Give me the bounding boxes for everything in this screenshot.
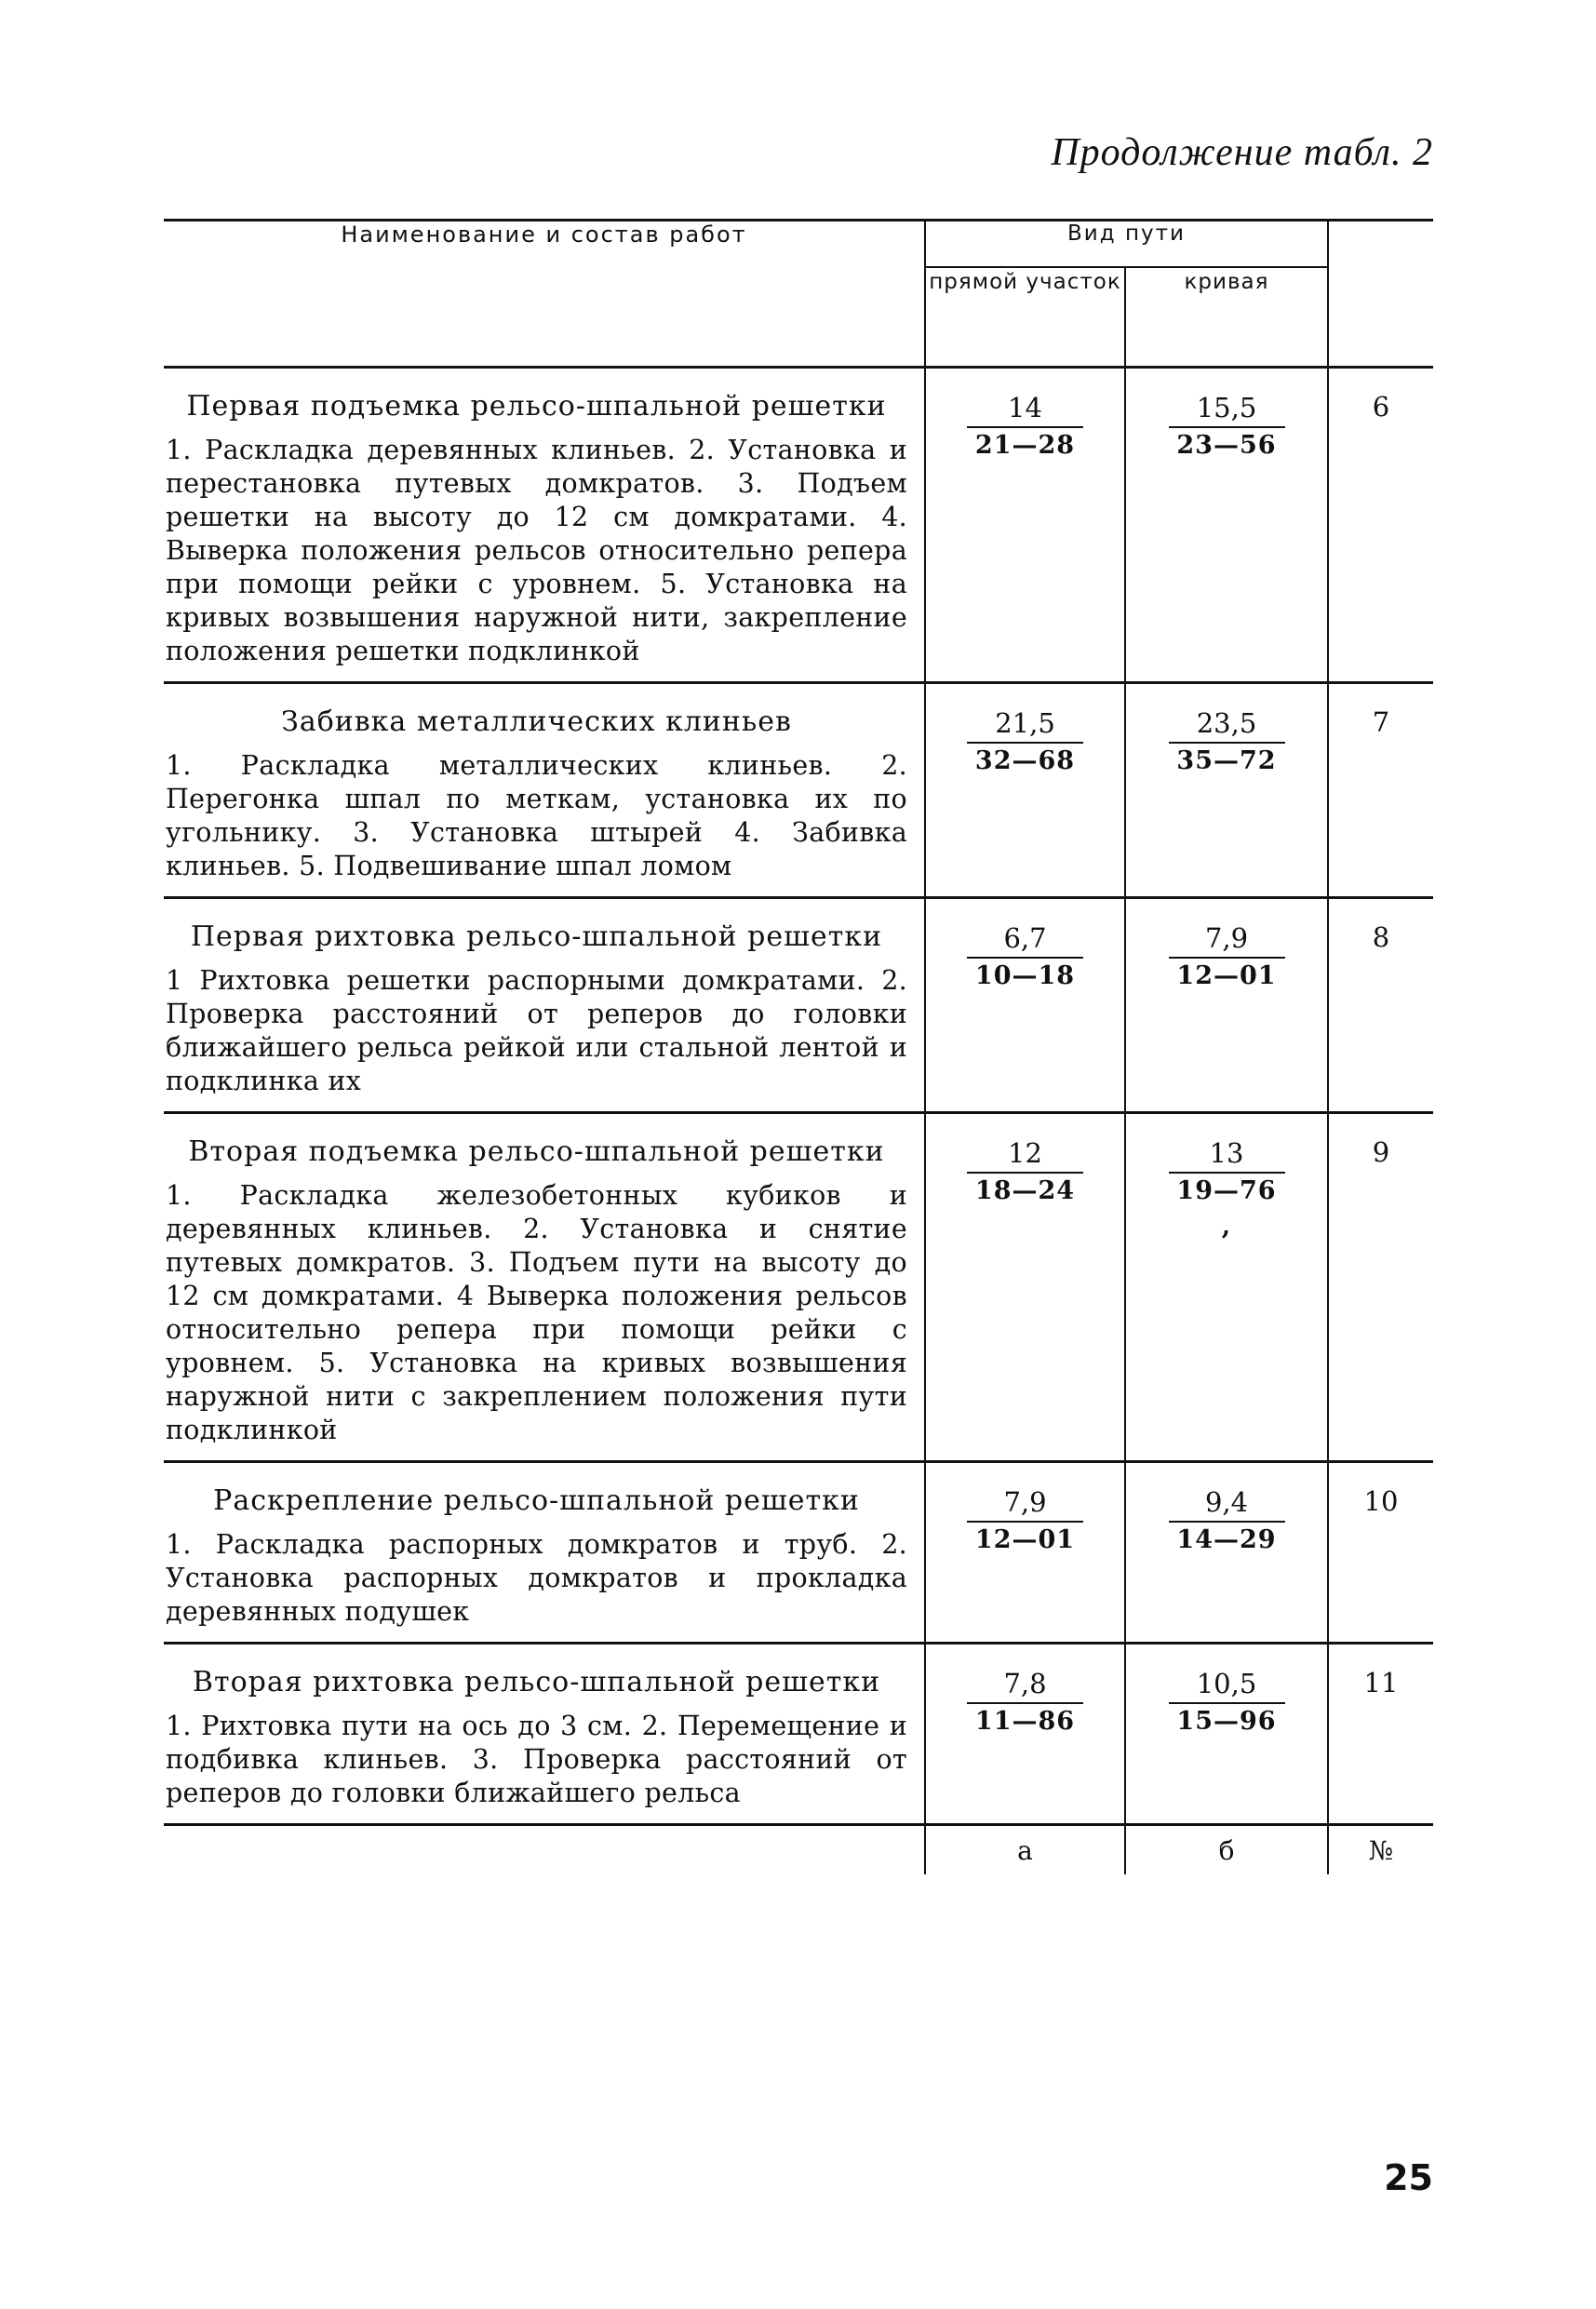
straight-numerator: 7,8 [967, 1667, 1083, 1704]
table-row [164, 1462, 1433, 1644]
curve-value-cell [1125, 1644, 1328, 1825]
straight-numerator: 14 [967, 391, 1083, 428]
straight-value-cell [925, 1462, 1125, 1644]
straight-value-cell [925, 683, 1125, 898]
header-number-column [1328, 221, 1433, 368]
header-curve: кривая [1125, 267, 1328, 368]
work-title: Забивка металлических клиньев [281, 705, 792, 738]
row-number: 8 [1328, 898, 1433, 1113]
work-cell [164, 1462, 925, 1644]
work-description: 1. Раскладка деревянных клиньев. 2. Установка и перестановка путевых домкратов. 3. Подъем решетки на высоту до 12 см домкратами. 4. Выверка положения рельсов относительно репера при помощи рейки с уровнем. 5. Установка на кривых возвышения наружной нити, закрепление положения решетки подклинкой [166, 435, 907, 666]
curve-denominator: 14—29 [1176, 1525, 1277, 1554]
curve-numerator: 10,5 [1169, 1667, 1285, 1704]
work-description: 1. Раскладка железобетонных кубиков и деревянных клиньев. 2. Установка и снятие путевых домкратов. 3. Подъем пути на высоту до 12 см домкратами. 4 Выверка положения рельсов относительно репера при помощи рейки с уровнем. 5. Установка на кривых возвышения наружной нити с закреплением положения пути подклинкой [166, 1180, 907, 1445]
curve-denominator: 35—72 [1176, 746, 1277, 775]
curve-denominator: 23—56 [1176, 431, 1277, 460]
straight-denominator: 10—18 [974, 961, 1076, 990]
work-title: Первая подъемка рельсо-шпальной решетки [186, 390, 887, 423]
page-number: 25 [1384, 2157, 1433, 2198]
work-cell [164, 368, 925, 683]
curve-numerator: 7,9 [1169, 921, 1285, 959]
table-row [164, 1113, 1433, 1462]
straight-value-cell [925, 1113, 1125, 1462]
curve-value-cell [1125, 1462, 1328, 1644]
work-title: Вторая подъемка рельсо-шпальной решетки [188, 1135, 885, 1168]
work-description: 1. Раскладка металлических клиньев. 2. Перегонка шпал по меткам, установка их по угольнику. 3. Установка штырей 4. Забивка клиньев. 5. Подвешивание шпал ломом [166, 750, 907, 881]
straight-numerator: 12 [967, 1136, 1083, 1174]
work-description: 1. Рихтовка пути на ось до 3 см. 2. Перемещение и подбивка клиньев. 3. Проверка расстояний от реперов до головки ближайшего рельса [166, 1711, 907, 1808]
straight-numerator: 7,9 [967, 1485, 1083, 1523]
column-index-row [164, 1825, 1433, 1875]
continuation-title: Продолжение табл. 2 [1051, 131, 1433, 174]
curve-denominator: 15—96 [1176, 1707, 1277, 1736]
row-number: 10 [1328, 1462, 1433, 1644]
curve-value-cell [1125, 1113, 1328, 1462]
work-description: 1. Раскладка распорных домкратов и труб. 2. Установка распорных домкратов и прокладка деревянных подушек [166, 1529, 907, 1627]
row-number: 11 [1328, 1644, 1433, 1825]
column-index-b: б [1125, 1825, 1328, 1875]
work-table [164, 219, 1433, 1874]
straight-numerator: 21,5 [967, 706, 1083, 744]
straight-denominator: 12—01 [974, 1525, 1076, 1554]
table-row [164, 683, 1433, 898]
curve-value-cell [1125, 368, 1328, 683]
straight-denominator: 21—28 [974, 431, 1076, 460]
straight-numerator: 6,7 [967, 921, 1083, 959]
straight-denominator: 32—68 [974, 746, 1076, 775]
curve-value-cell [1125, 898, 1328, 1113]
curve-numerator: 23,5 [1169, 706, 1285, 744]
row-number: 9 [1328, 1113, 1433, 1462]
work-cell [164, 1113, 925, 1462]
work-title: Первая рихтовка рельсо-шпальной решетки [190, 920, 883, 953]
table-row [164, 368, 1433, 683]
work-cell [164, 898, 925, 1113]
curve-value-cell [1125, 683, 1328, 898]
curve-numerator: 15,5 [1169, 391, 1285, 428]
straight-denominator: 11—86 [974, 1707, 1076, 1736]
header-straight: прямой участок [925, 267, 1125, 368]
column-index-number: № [1368, 1834, 1394, 1866]
row-number: 6 [1328, 368, 1433, 683]
table-row [164, 898, 1433, 1113]
straight-denominator: 18—24 [974, 1176, 1076, 1205]
curve-numerator: 9,4 [1169, 1485, 1285, 1523]
work-cell [164, 683, 925, 898]
straight-value-cell [925, 368, 1125, 683]
straight-value-cell [925, 1644, 1125, 1825]
curve-numerator: 13 [1169, 1136, 1285, 1174]
row-number: 7 [1328, 683, 1433, 898]
work-title: Раскрепление рельсо-шпальной решетки [213, 1484, 860, 1517]
header-name-column: Наименование и состав работ [164, 221, 925, 368]
straight-value-cell [925, 898, 1125, 1113]
curve-denominator: 12—01 [1176, 961, 1277, 990]
work-title: Вторая рихтовка рельсо-шпальной решетки [192, 1666, 881, 1698]
work-description: 1 Рихтовка решетки распорными домкратами. 2. Проверка расстояний от реперов до головки ближайшего рельса рейкой или стальной лентой и подклинка их [166, 965, 907, 1096]
footer-empty-cell [164, 1825, 925, 1875]
work-cell [164, 1644, 925, 1825]
header-track-type: Вид пути [925, 221, 1328, 268]
table-row [164, 1644, 1433, 1825]
curve-denominator: 19—76 , [1176, 1176, 1277, 1241]
column-index-a: а [925, 1825, 1125, 1875]
